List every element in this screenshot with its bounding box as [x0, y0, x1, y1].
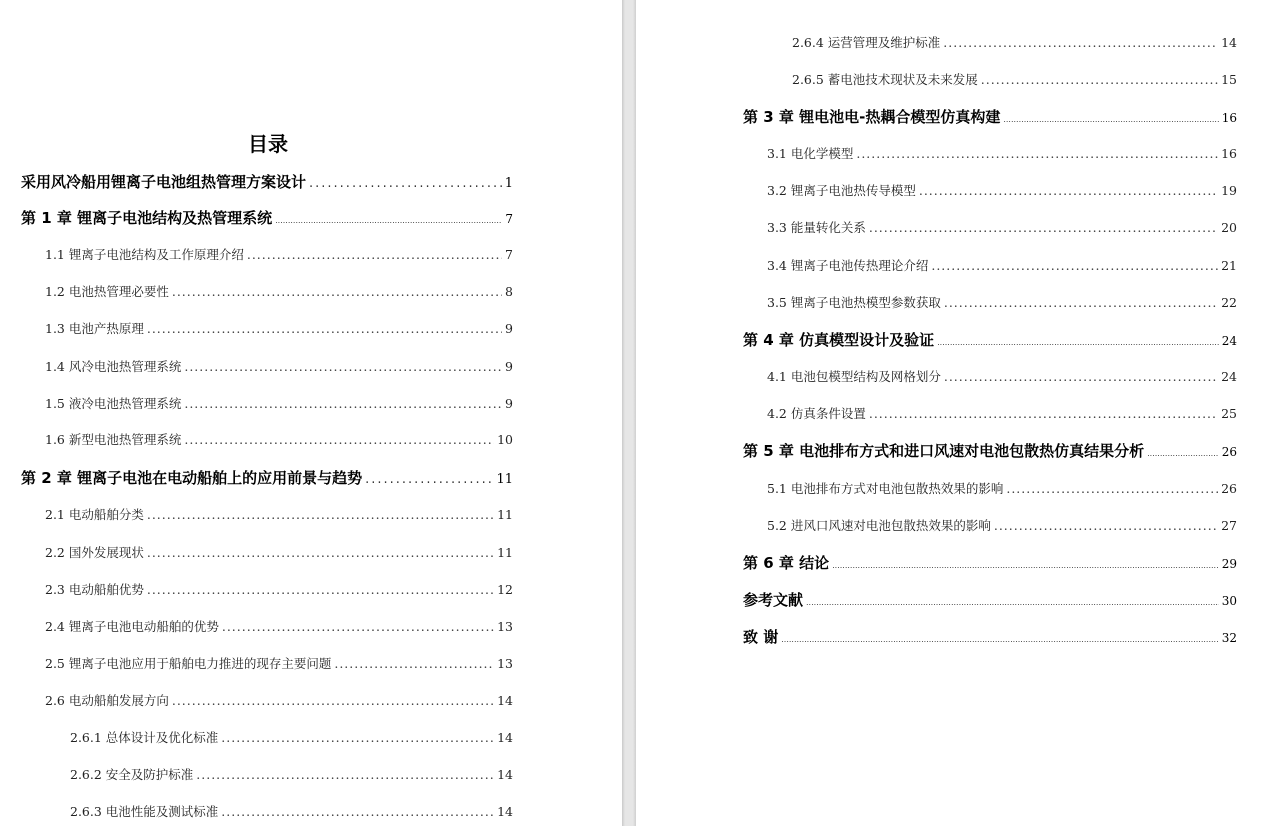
- toc-entry-2-6-5[interactable]: [792, 70, 1237, 88]
- toc-entry-page: 10: [497, 432, 513, 447]
- toc-entry-page: 14: [497, 693, 513, 708]
- dot-leader: [856, 146, 1218, 161]
- toc-entry-page: 32: [1221, 631, 1237, 645]
- toc-entry-page: 9: [505, 359, 513, 374]
- toc-entry-label: 第 2 章 锂离子电池在电动船舶上的应用前景与趋势: [21, 469, 363, 487]
- toc-entry-3-5[interactable]: [767, 293, 1237, 311]
- toc-entry-page: 8: [505, 284, 513, 299]
- toc-entry-chapter-4[interactable]: [743, 329, 1237, 350]
- toc-entry-page: 12: [497, 582, 513, 597]
- toc-entry-1-5[interactable]: [45, 394, 513, 412]
- toc-entry-page: 7: [505, 212, 513, 226]
- toc-entry-page: 11: [497, 545, 513, 560]
- toc-entry-page: 16: [1221, 111, 1237, 125]
- toc-entry-label: 3.2 锂离子电池热传导模型: [767, 183, 916, 198]
- toc-entry-label: 3.5 锂离子电池热模型参数获取: [767, 295, 941, 310]
- dot-leader: [147, 545, 494, 560]
- toc-entry-page: 24: [1221, 369, 1237, 384]
- dot-leader: [944, 369, 1218, 384]
- dot-leader: [222, 619, 494, 634]
- toc-entry-page: 26: [1221, 481, 1237, 496]
- toc-entry-page: 21: [1221, 258, 1237, 273]
- toc-entry-2-6-1[interactable]: [70, 728, 513, 746]
- toc-entry-2-3[interactable]: [45, 580, 513, 598]
- toc-entry-acknowledgements[interactable]: [743, 626, 1237, 647]
- toc-entry-2-4[interactable]: [45, 617, 513, 635]
- dot-leader: [943, 35, 1218, 50]
- dot-leader: [806, 591, 1219, 609]
- toc-entry-page: 29: [1221, 557, 1237, 571]
- toc-entry-page: 14: [497, 730, 513, 745]
- toc-entry-page: 14: [497, 767, 513, 782]
- toc-entry-references[interactable]: [743, 589, 1237, 610]
- dot-leader: [147, 321, 502, 336]
- dot-leader: [184, 359, 502, 374]
- toc-entry-chapter-3[interactable]: [743, 106, 1237, 127]
- toc-entry-page: 11: [497, 507, 513, 522]
- toc-entry-4-1[interactable]: [767, 367, 1237, 385]
- toc-entry-label: 第 5 章 电池排布方式和进口风速对电池包散热仿真结果分析: [743, 442, 1145, 460]
- toc-entry-page: 13: [497, 656, 513, 671]
- dot-leader: [781, 628, 1218, 646]
- toc-entry-label: 2.5 锂离子电池应用于船舶电力推进的现存主要问题: [45, 656, 332, 671]
- dot-leader: [1006, 481, 1218, 496]
- dot-leader: [365, 469, 493, 487]
- dot-leader: [309, 173, 502, 191]
- toc-entry-label: 采用风冷船用锂离子电池组热管理方案设计: [21, 173, 307, 191]
- toc-entry-label: 1.4 风冷电池热管理系统: [45, 359, 182, 374]
- dot-leader: [931, 258, 1218, 273]
- dot-leader: [184, 396, 502, 411]
- dot-leader: [196, 767, 494, 782]
- dot-leader: [981, 72, 1218, 87]
- dot-leader: [1147, 442, 1219, 460]
- dot-leader: [334, 656, 494, 671]
- toc-entry-page: 14: [497, 804, 513, 819]
- toc-entry-page: 16: [1221, 146, 1237, 161]
- document-page-right: [636, 0, 1266, 826]
- toc-entry-3-4[interactable]: [767, 256, 1237, 274]
- toc-entry-3-3[interactable]: [767, 218, 1237, 236]
- dot-leader: [275, 209, 502, 227]
- toc-entry-label: 2.3 电动船舶优势: [45, 582, 144, 597]
- toc-entry-page: 30: [1221, 594, 1237, 608]
- dot-leader: [221, 804, 494, 819]
- toc-entry-page: 22: [1221, 295, 1237, 310]
- toc-entry-page: 11: [496, 472, 513, 487]
- toc-entry-label: 5.1 电池排布方式对电池包散热效果的影响: [767, 481, 1004, 496]
- document-page-left: [0, 0, 622, 826]
- toc-entry-label: 第 1 章 锂离子电池结构及热管理系统: [21, 209, 273, 227]
- toc-entry-page: 9: [505, 396, 513, 411]
- toc-entry-4-2[interactable]: [767, 404, 1237, 422]
- toc-entry-page: 24: [1221, 334, 1237, 348]
- dot-leader: [869, 406, 1218, 421]
- toc-entry-page: 20: [1221, 220, 1237, 235]
- toc-entry-2-6-3[interactable]: [70, 802, 513, 820]
- dot-leader: [832, 554, 1219, 572]
- toc-entry-chapter-2[interactable]: [21, 467, 513, 488]
- toc-entry-label: 2.4 锂离子电池电动船舶的优势: [45, 619, 219, 634]
- toc-entry-chapter-1[interactable]: [21, 207, 513, 228]
- toc-entry-label: 1.6 新型电池热管理系统: [45, 432, 182, 447]
- toc-entry-3-2[interactable]: [767, 181, 1237, 199]
- toc-entry-1-2[interactable]: [45, 282, 513, 300]
- dot-leader: [147, 582, 494, 597]
- toc-entry-label: 3.4 锂离子电池传热理论介绍: [767, 258, 929, 273]
- toc-entry-label: 1.1 锂离子电池结构及工作原理介绍: [45, 247, 244, 262]
- toc-entry-5-1[interactable]: [767, 479, 1237, 497]
- toc-entry-label: 3.1 电化学模型: [767, 146, 854, 161]
- toc-entry-label: 2.6.5 蓄电池技术现状及未来发展: [792, 72, 978, 87]
- toc-entry-page: 7: [505, 247, 513, 262]
- toc-entry-label: 1.2 电池热管理必要性: [45, 284, 169, 299]
- dot-leader: [172, 693, 494, 708]
- dot-leader: [147, 507, 494, 522]
- toc-entry-page: 9: [505, 321, 513, 336]
- dot-leader: [1003, 108, 1218, 126]
- page-gap: [622, 0, 636, 826]
- toc-entry-2-1[interactable]: [45, 505, 513, 523]
- toc-entry-label: 第 6 章 结论: [743, 554, 830, 572]
- toc-entry-label: 5.2 进风口风速对电池包散热效果的影响: [767, 518, 991, 533]
- dot-leader: [869, 220, 1218, 235]
- toc-entry-label: 1.3 电池产热原理: [45, 321, 144, 336]
- toc-entry-2-6-4[interactable]: [792, 33, 1237, 51]
- dot-leader: [184, 432, 494, 447]
- toc-entry-label: 第 4 章 仿真模型设计及验证: [743, 331, 935, 349]
- toc-entry-page: 15: [1221, 72, 1237, 87]
- toc-entry-2-2[interactable]: [45, 543, 513, 561]
- dot-leader: [172, 284, 502, 299]
- toc-entry-1-1[interactable]: [45, 245, 513, 263]
- dot-leader: [994, 518, 1218, 533]
- toc-entry-label: 致 谢: [743, 628, 779, 646]
- toc-entry-label: 2.2 国外发展现状: [45, 545, 144, 560]
- toc-entry-label: 参考文献: [743, 591, 804, 609]
- toc-entry-label: 第 3 章 锂电池电-热耦合模型仿真构建: [743, 108, 1001, 126]
- toc-entry-label: 3.3 能量转化关系: [767, 220, 866, 235]
- toc-entry-page: 27: [1221, 518, 1237, 533]
- toc-entry-1-4[interactable]: [45, 357, 513, 375]
- toc-entry-label: 2.6.2 安全及防护标准: [70, 767, 194, 782]
- toc-entry-chapter-6[interactable]: [743, 552, 1237, 573]
- toc-entry-page: 19: [1221, 183, 1237, 198]
- toc-entry-label: 2.6 电动船舶发展方向: [45, 693, 169, 708]
- toc-entry-label: 2.6.1 总体设计及优化标准: [70, 730, 219, 745]
- toc-entry-page: 26: [1221, 445, 1237, 459]
- toc-entry-page: 1: [504, 176, 513, 191]
- toc-entry-doc-title[interactable]: [21, 171, 513, 192]
- toc-entry-label: 1.5 液冷电池热管理系统: [45, 396, 182, 411]
- toc-entry-2-6-2[interactable]: [70, 765, 513, 783]
- toc-entry-label: 2.1 电动船舶分类: [45, 507, 144, 522]
- toc-entry-3-1[interactable]: [767, 144, 1237, 162]
- toc-entry-label: 4.2 仿真条件设置: [767, 406, 866, 421]
- toc-entry-page: 25: [1221, 406, 1237, 421]
- toc-entry-chapter-5[interactable]: [743, 440, 1237, 461]
- toc-entry-1-3[interactable]: [45, 319, 513, 337]
- toc-entry-page: 13: [497, 619, 513, 634]
- dot-leader: [221, 730, 494, 745]
- toc-entry-label: 2.6.3 电池性能及测试标准: [70, 804, 219, 819]
- toc-title: 目录: [248, 132, 288, 156]
- dot-leader: [937, 331, 1219, 349]
- toc-entry-page: 14: [1221, 35, 1237, 50]
- toc-entry-1-6[interactable]: [45, 430, 513, 448]
- toc-entry-label: 4.1 电池包模型结构及网格划分: [767, 369, 941, 384]
- dot-leader: [944, 295, 1218, 310]
- dot-leader: [247, 247, 502, 262]
- toc-entry-2-6[interactable]: [45, 691, 513, 709]
- toc-entry-5-2[interactable]: [767, 516, 1237, 534]
- dot-leader: [919, 183, 1218, 198]
- toc-entry-label: 2.6.4 运营管理及维护标准: [792, 35, 941, 50]
- toc-entry-2-5[interactable]: [45, 654, 513, 672]
